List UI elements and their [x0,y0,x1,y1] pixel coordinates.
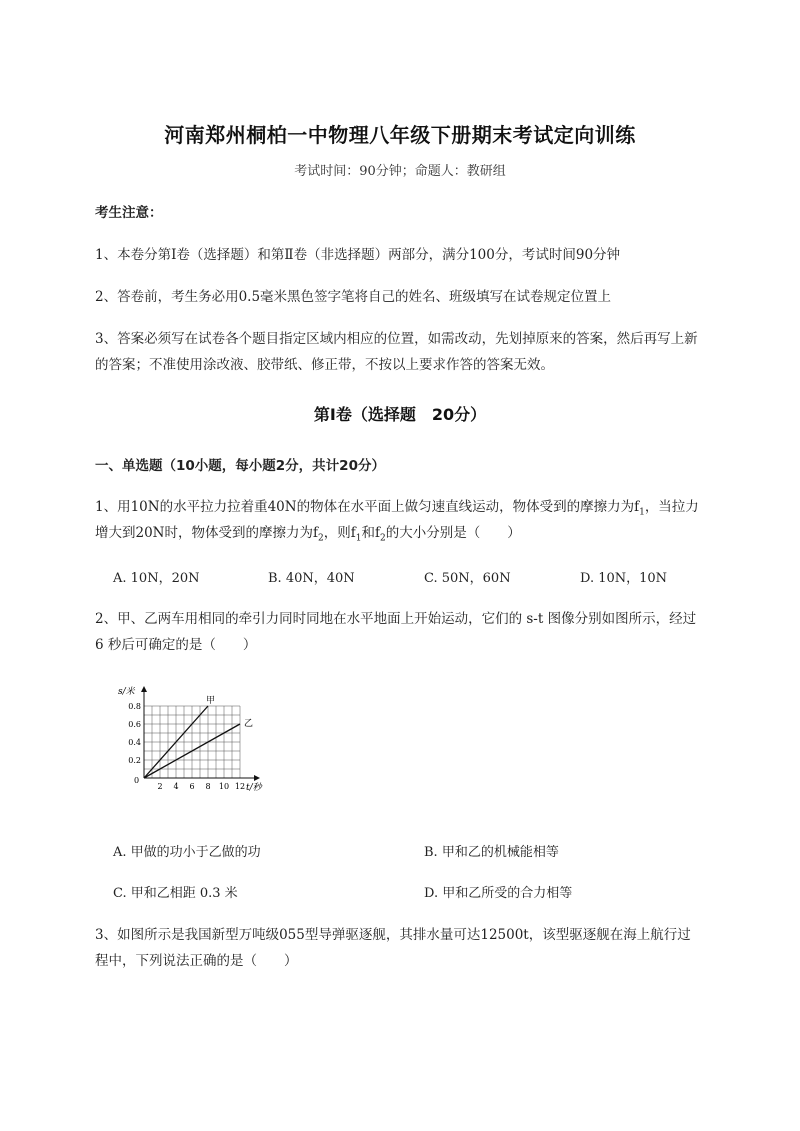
x-tick-label: 6 [189,782,195,791]
q1-option-b[interactable]: B. 40N，40N [268,571,355,586]
section-title: 第Ⅰ卷（选择题 20分） [313,405,487,424]
s-t-graph [112,686,272,801]
q1-option-d[interactable]: D. 10N，10N [580,571,668,586]
notice-item-2: 2、答卷前，考生务必用0.5毫米黑色签字笔将自己的姓名、班级填写在试卷规定位置上 [95,289,612,305]
x-axis-arrow [254,775,260,781]
q2-line-1: 2、甲、乙两车用相同的牵引力同时同地在水平地面上开始运动，它们的 s-t 图像分别如图所示，经过 [95,611,697,627]
x-tick-label: 2 [157,782,163,791]
y-tick-label: 0.8 [128,702,141,711]
origin-label: 0 [134,776,140,785]
y-axis-arrow [141,686,147,692]
q2-option-a[interactable]: A. 甲做的功小于乙做的功 [113,845,261,860]
notice-item-3: 3、答案必须写在试卷各个题目指定区域内相应的位置，如需改动，先划掉原来的答案，然后再写上新 [95,331,698,347]
q2-line-2: 6 秒后可确定的是（ ） [95,637,257,653]
x-axis-label: t/秒 [246,783,262,793]
y-tick-label: 0.2 [128,756,141,765]
part-heading: 一、单选题（10小题，每小题2分，共计20分） [95,458,385,474]
notice-item-3-cont: 的答案；不准使用涂改液、胶带纸、修正带，不按以上要求作答的答案无效。 [95,357,554,373]
q2-option-b[interactable]: B. 甲和乙的机械能相等 [424,845,559,860]
x-tick-label: 10 [218,782,230,791]
y-axis-label: s/米 [118,687,135,697]
q3-line-2: 程中，下列说法正确的是（ ） [95,953,298,969]
exam-subtitle: 考试时间：90分钟；命题人：教研组 [294,164,506,179]
page-title: 河南郑州桐柏一中物理八年级下册期末考试定向训练 [164,123,636,147]
q2-option-d[interactable]: D. 甲和乙所受的合力相等 [424,886,573,901]
q1-option-c[interactable]: C. 50N，60N [424,571,511,586]
q1-line-1: 1、用10N的水平拉力拉着重40N的物体在水平面上做匀速直线运动，物体受到的摩擦力为$f_1$，当拉力 [95,499,699,518]
x-tick-label: 8 [205,782,211,791]
series-label: 乙 [244,719,254,729]
q1-line-2: 增大到20N时，物体受到的摩擦力为$f_2$，则$f_1$和$f_2$的大小分别是（ ） [95,525,521,544]
q1-option-a[interactable]: A. 10N，20N [113,571,200,586]
series-label: 甲 [206,696,216,706]
x-tick-label: 4 [173,782,179,791]
q3-line-1: 3、如图所示是我国新型万吨级055型导弹驱逐舰，其排水量可达12500t，该型驱逐舰在海上航行过 [95,927,691,943]
notice-heading: 考生注意： [95,205,163,221]
notice-item-1: 1、本卷分第Ⅰ卷（选择题）和第Ⅱ卷（非选择题）两部分，满分100分，考试时间90分钟 [95,247,621,263]
x-tick-label: 12 [234,782,246,791]
y-tick-label: 0.6 [128,720,141,729]
q2-option-c[interactable]: C. 甲和乙相距 0.3 米 [113,886,238,901]
y-tick-label: 0.4 [128,738,141,747]
